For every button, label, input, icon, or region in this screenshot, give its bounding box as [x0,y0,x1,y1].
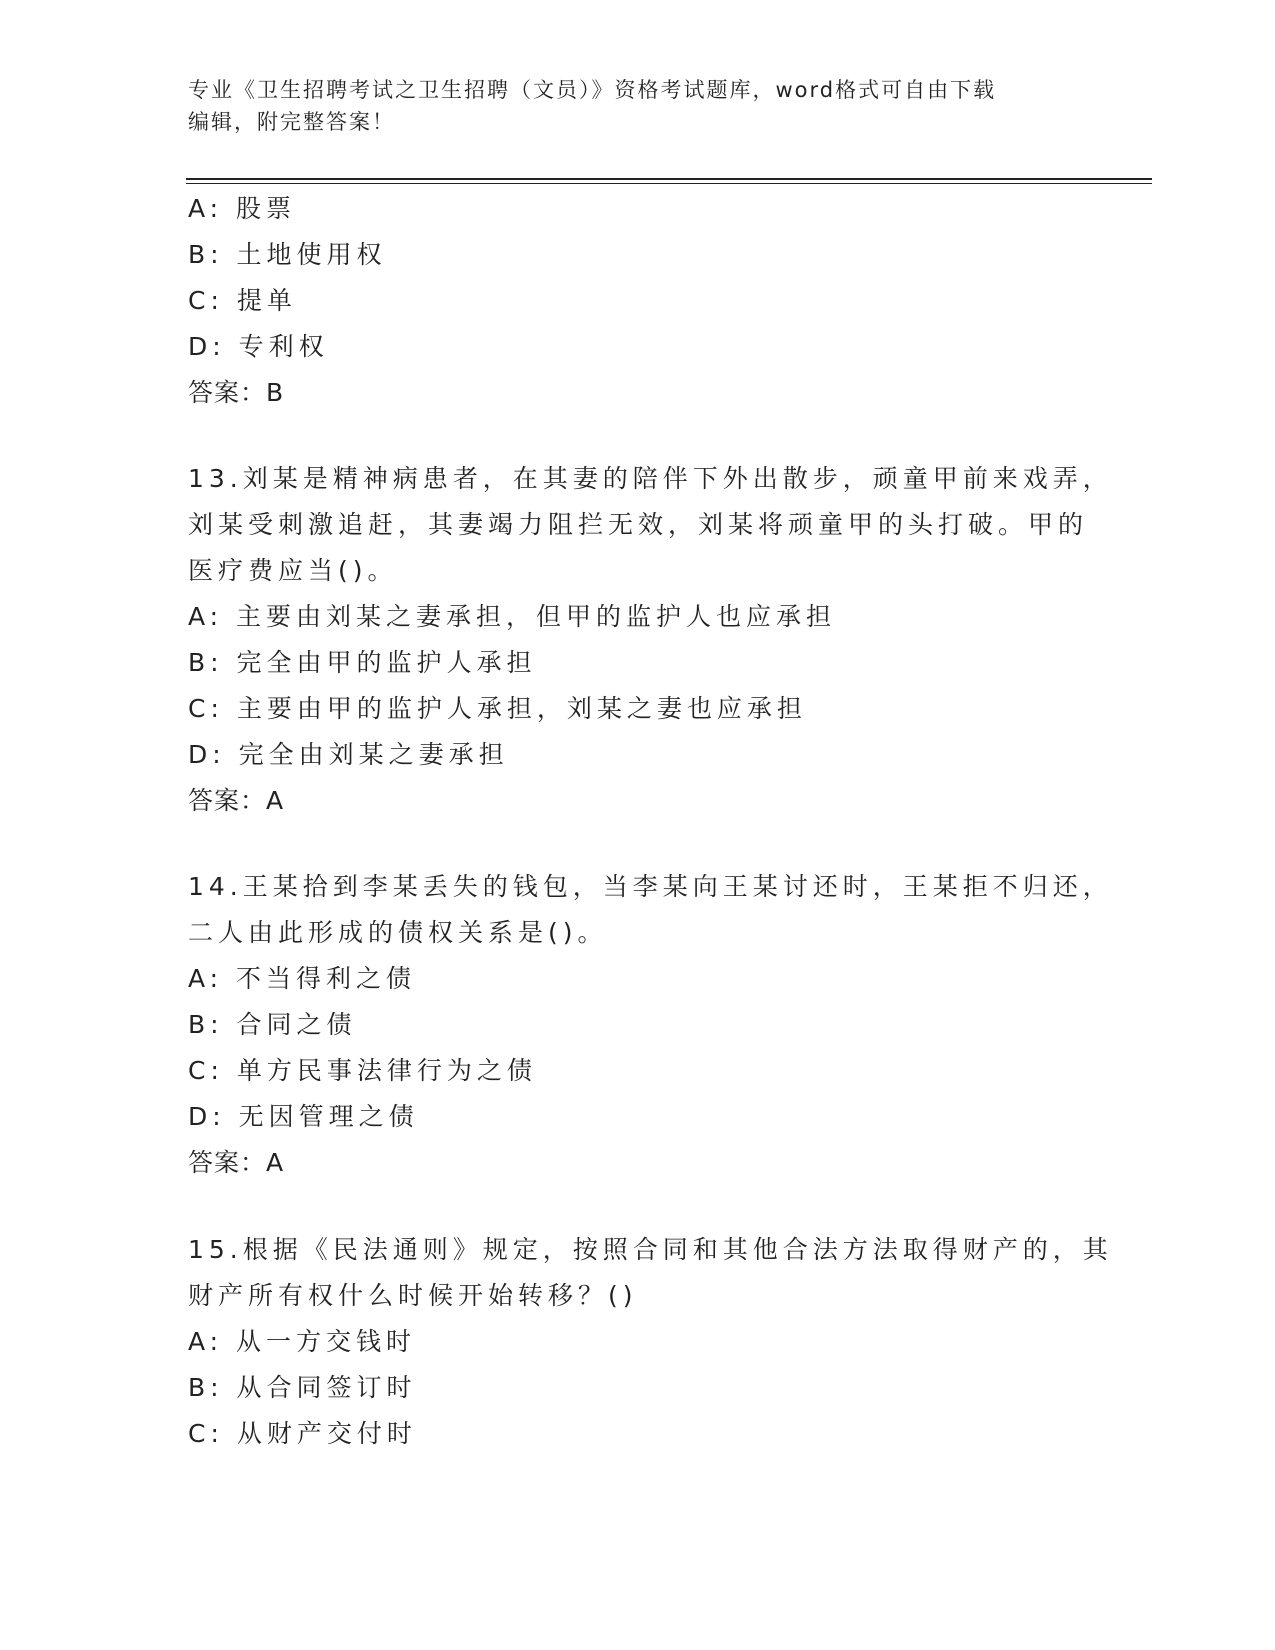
question-12 [188,186,1088,416]
question-text-line: 财产所有权什么时候开始转移？() [188,1281,638,1310]
option-c: C: 主要由甲的监护人承担，刘某之妻也应承担 [188,694,807,723]
option-a: A: 股票 [188,194,297,223]
option-c: C: 从财产交付时 [188,1419,417,1448]
option-a: A: 主要由刘某之妻承担，但甲的监护人也应承担 [188,602,837,631]
header-divider-thick [186,178,1152,180]
option-c: C: 单方民事法律行为之债 [188,1056,537,1085]
option-a: A: 不当得利之债 [188,964,417,993]
option-b: B: 完全由甲的监护人承担 [188,648,537,677]
header-line-1: 专业《卫生招聘考试之卫生招聘（文员）》资格考试题库，word格式可自由下载 [188,78,997,102]
document-header [188,74,1068,138]
question-text-line: 14.王某拾到李某丢失的钱包，当李某向王某讨还时，王某拒不归还， [188,872,1113,901]
header-divider-thin [186,183,1152,184]
question-text-line: 二人由此形成的债权关系是()。 [188,918,608,947]
option-b: B: 合同之债 [188,1010,357,1039]
answer-value: A [266,786,285,815]
option-c: C: 提单 [188,286,297,315]
question-text-line: 13.刘某是精神病患者，在其妻的陪伴下外出散步，顽童甲前来戏弄， [188,464,1113,493]
question-text-line: 15.根据《民法通则》规定，按照合同和其他合法方法取得财产的，其 [188,1235,1113,1264]
answer-label: 答案： [188,378,267,407]
question-text-line: 医疗费应当()。 [188,556,398,585]
question-13 [188,456,1113,824]
option-b: B: 从合同签订时 [188,1373,417,1402]
answer-line [188,1140,1088,1186]
option-d: D: 完全由刘某之妻承担 [188,740,509,769]
answer-value: A [266,1148,285,1177]
answer-label: 答案： [188,786,267,815]
answer-value: B [266,378,285,407]
option-a: A: 从一方交钱时 [188,1327,417,1356]
question-14 [188,864,1113,1186]
header-line-2: 编辑，附完整答案！ [188,110,395,134]
option-d: D: 专利权 [188,332,329,361]
answer-line [188,778,1088,824]
answer-line [188,370,1088,416]
question-15 [188,1227,1113,1457]
question-text-line: 刘某受刺激追赶，其妻竭力阻拦无效，刘某将顽童甲的头打破。甲的 [188,510,1089,539]
option-d: D: 无因管理之债 [188,1102,419,1131]
answer-label: 答案： [188,1148,267,1177]
option-b: B: 土地使用权 [188,240,387,269]
